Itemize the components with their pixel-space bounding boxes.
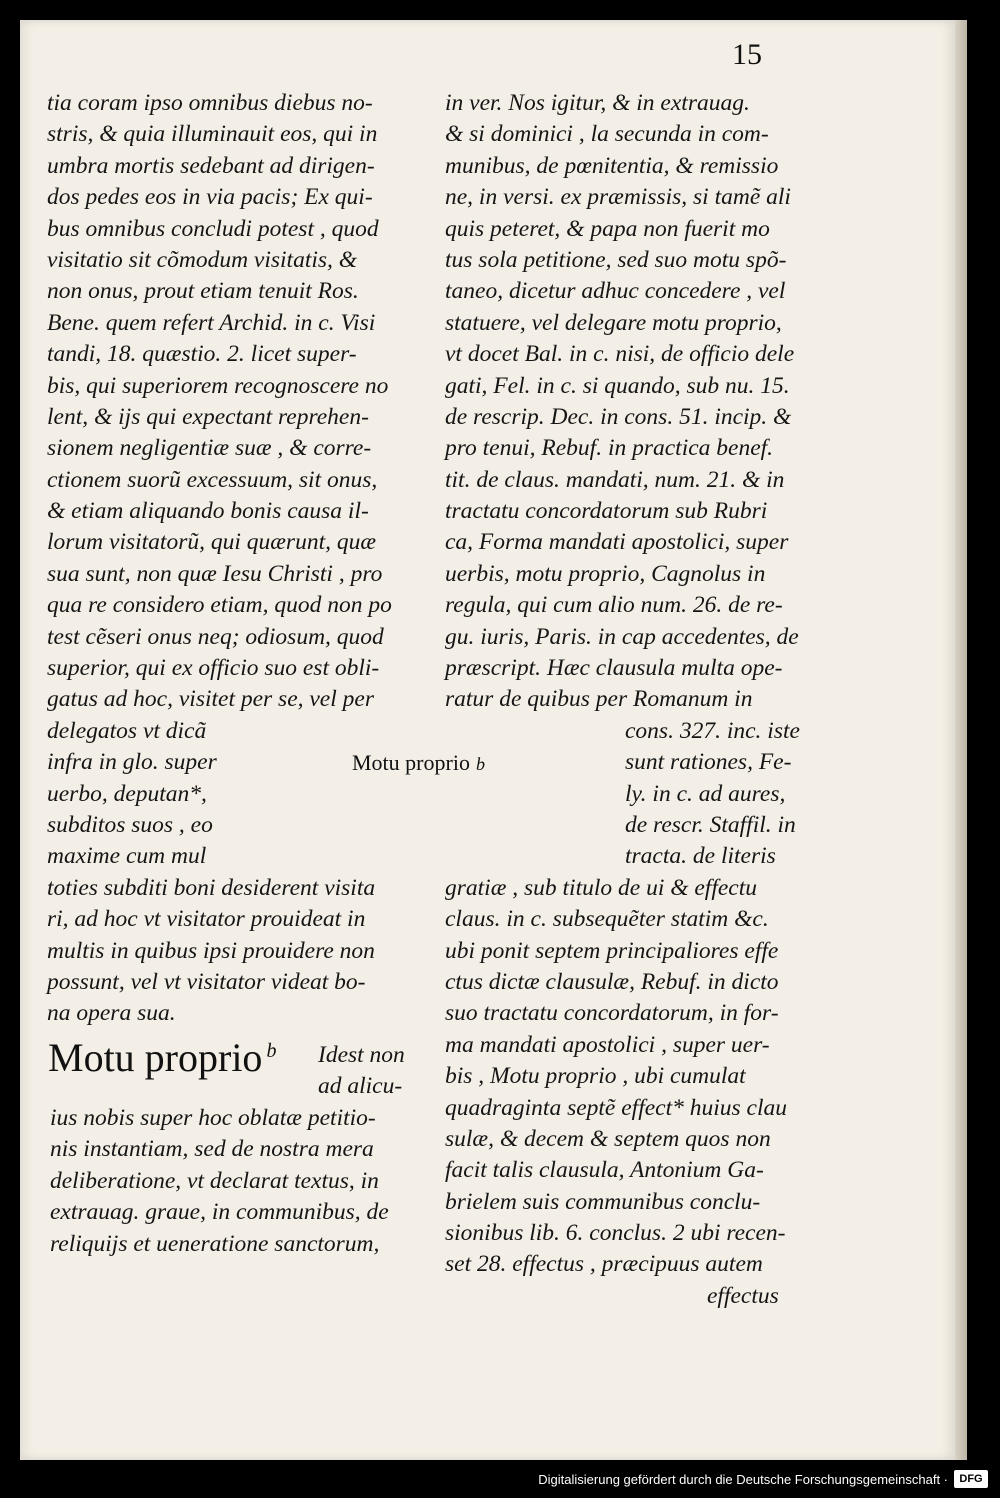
right-column	[445, 88, 800, 1312]
dfg-logo: DFG	[954, 1470, 988, 1488]
text-line: multis in quibus ipsi prouidere non	[47, 937, 375, 964]
text-line: dos pedes eos in via pacis; Ex qui-	[47, 184, 373, 211]
text-line: statuere, vel delegare motu proprio,	[445, 309, 782, 336]
text-line: gati, Fel. in c. si quando, sub nu. 15.	[445, 372, 790, 399]
heading-note-marker: b	[475, 754, 485, 774]
text-line: vt docet Bal. in c. nisi, de officio dele	[445, 341, 795, 368]
text-line: facit talis clausula, Antonium Ga-	[445, 1157, 764, 1184]
funding-credit: Digitalisierung gefördert durch die Deutsche Forschungsgemeinschaft ·	[538, 1472, 948, 1487]
text-line: ne, in versi. ex præmissis, si tamẽ ali	[445, 184, 791, 211]
footer-bar	[0, 1460, 1000, 1498]
text-line: delegatos vt dicã	[47, 717, 207, 744]
text-line: uerbis, motu proprio, Cagnolus in	[445, 560, 766, 587]
text-line: uerbo, deputan*,	[47, 780, 207, 807]
text-line: ri, ad hoc vt visitator prouideat in	[47, 906, 366, 933]
heading-text: Motu proprio	[352, 750, 470, 775]
text-line: tus sola petitione, sed suo motu spõ-	[445, 246, 787, 273]
text-line: claus. in c. subsequẽter statim &c.	[445, 906, 769, 933]
text-line: cons. 327. inc. iste	[625, 717, 800, 744]
text-line: bus omnibus concludi potest , quod	[47, 215, 379, 242]
text-line: superior, qui ex officio suo est obli-	[47, 655, 380, 682]
text-line: in ver. Nos igitur, & in extrauag.	[445, 90, 750, 116]
text-line: ctionem suorũ excessuum, sit onus,	[47, 466, 378, 493]
text-line: gatus ad hoc, visitet per se, vel per	[47, 686, 374, 713]
text-line: de rescrip. Dec. in cons. 51. incip. &	[445, 403, 792, 430]
text-line: pro tenui, Rebuf. in practica benef.	[445, 435, 774, 462]
text-line: na opera sua.	[47, 1000, 176, 1027]
text-line: extrauag. graue, in communibus, de	[50, 1199, 389, 1226]
text-line: ly. in c. ad aures,	[625, 780, 786, 807]
text-line: sionibus lib. 6. conclus. 2 ubi recen-	[445, 1220, 786, 1247]
text-line: præscript. Hæc clausula multa ope-	[445, 655, 783, 682]
text-line: toties subditi boni desiderent visita	[47, 874, 376, 901]
text-line: tia coram ipso omnibus diebus no-	[47, 90, 373, 116]
text-line: ca, Forma mandati apostolici, super	[445, 529, 789, 556]
text-line: lent, & ijs qui expectant reprehen-	[47, 403, 369, 430]
text-line: de rescr. Staffil. in	[625, 811, 796, 838]
text-line: set 28. effectus , præcipuus autem	[445, 1251, 763, 1278]
text-line: umbra mortis sedebant ad dirigen-	[47, 152, 375, 179]
text-line: Idest non	[318, 1042, 405, 1068]
text-line: subditos suos , eo	[47, 811, 213, 838]
text-line: qua re considero etiam, quod non po	[47, 592, 392, 619]
text-line: lorum visitatorũ, qui quærunt, quæ	[47, 529, 377, 556]
text-line: ius nobis super hoc oblatæ petitio-	[50, 1105, 376, 1131]
lemma-note-marker: b	[266, 1039, 277, 1062]
text-line: quadraginta septẽ effect* huius clau	[445, 1094, 788, 1121]
text-line: gu. iuris, Paris. in cap accedentes, de	[445, 623, 799, 650]
text-line: sua sunt, non quæ Iesu Christi , pro	[47, 560, 383, 587]
text-line: regula, qui cum alio num. 26. de re-	[445, 592, 783, 619]
text-line: & si dominici , la secunda in com-	[445, 121, 769, 148]
text-line: gratiæ , sub titulo de ui & effectu	[445, 874, 758, 901]
text-line: non onus, prout etiam tenuit Ros.	[47, 278, 359, 305]
text-line: tracta. de literis	[625, 843, 776, 870]
text-line: ubi ponit septem principaliores effe	[445, 937, 779, 964]
text-line: visitatio sit cõmodum visitatis, &	[47, 246, 358, 273]
page-number: 15	[732, 38, 762, 71]
text-line: munibus, de pœnitentia, & remissio	[445, 152, 779, 179]
text-line: tandi, 18. quæstio. 2. licet super-	[47, 341, 357, 368]
text-line: deliberatione, vt declarat textus, in	[50, 1167, 379, 1194]
text-line: test cẽseri onus neq; odiosum, quod	[47, 623, 384, 650]
text-line: ma mandati apostolici , super uer-	[445, 1031, 770, 1058]
text-line: ratur de quibus per Romanum in	[445, 686, 753, 713]
text-line: brielem suis communibus conclu-	[445, 1188, 761, 1215]
text-line: bis , Motu proprio , ubi cumulat	[445, 1063, 746, 1090]
text-line: ctus dictæ clausulæ, Rebuf. in dicto	[445, 968, 779, 995]
text-line: suo tractatu concordatorum, in for-	[445, 1000, 779, 1027]
text-line: reliquijs et ueneratione sanctorum,	[50, 1230, 380, 1257]
text-line: maxime cum mul	[47, 843, 207, 870]
text-line: sionem negligentiæ suæ , & corre-	[47, 435, 372, 462]
gloss-lemma	[48, 1034, 276, 1081]
text-line: taneo, dicetur adhuc concedere , vel	[445, 278, 786, 305]
text-line: tractatu concordatorum sub Rubri	[445, 498, 768, 525]
catchword: effectus	[707, 1282, 779, 1309]
text-line: sulæ, & decem & septem quos non	[445, 1125, 771, 1152]
page-edge	[955, 20, 967, 1460]
text-line: Bene. quem refert Archid. in c. Visi	[47, 309, 376, 336]
text-line: stris, & quia illuminauit eos, qui in	[47, 121, 378, 148]
left-column	[47, 88, 392, 1030]
text-line: sunt rationes, Fe-	[625, 749, 792, 776]
text-line: quis peteret, & papa non fuerit mo	[445, 215, 770, 242]
lemma-text: Motu proprio	[48, 1035, 263, 1080]
text-line: tit. de claus. mandati, num. 21. & in	[445, 466, 785, 493]
lemma-gloss-body	[50, 1103, 389, 1260]
text-line: bis, qui superiorem recognoscere no	[47, 372, 389, 399]
text-line: nis instantiam, sed de nostra mera	[50, 1136, 374, 1163]
text-line: ad alicu-	[318, 1073, 403, 1100]
text-line: & etiam aliquando bonis causa il-	[47, 498, 369, 525]
text-line: infra in glo. super	[47, 749, 217, 776]
text-line: possunt, vel vt visitator videat bo-	[47, 968, 366, 995]
lemma-gloss-start	[318, 1040, 405, 1103]
